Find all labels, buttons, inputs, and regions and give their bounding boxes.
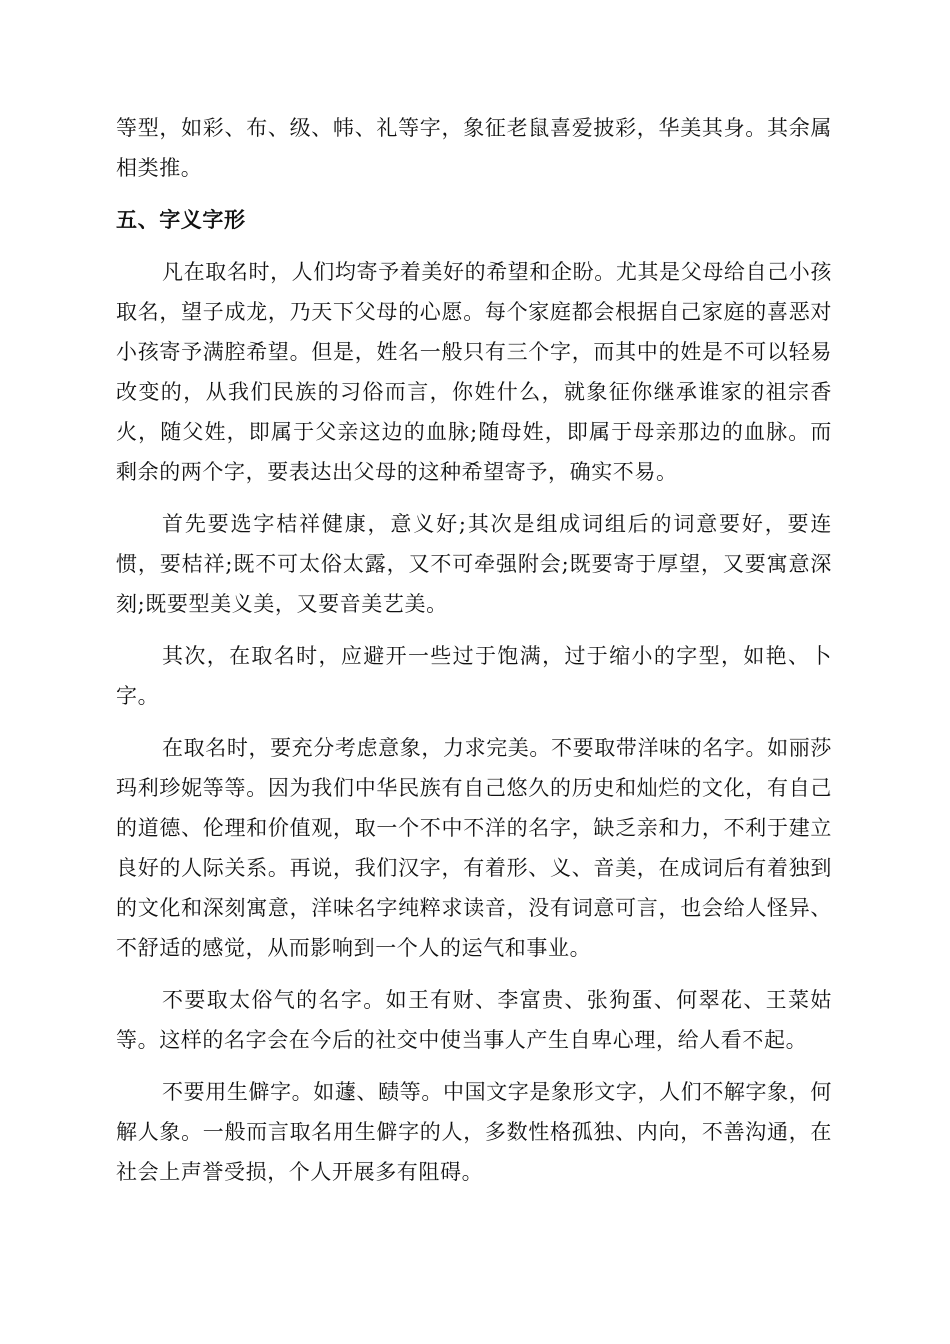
body-paragraph: 首先要选字桔祥健康，意义好;其次是组成词组后的词意要好，要连惯，要桔祥;既不可太俗太露，又不可牵强附会;既要寄于厚望，又要寓意深刻;既要型美义美，又要音美艺美。 [116,512,832,616]
body-paragraph: 不要用生僻字。如蘧、赜等。中国文字是象形文字，人们不解字象，何解人象。一般而言取名用生僻字的人，多数性格孤独、内向，不善沟通，在社会上声誉受损，个人开展多有阻碍。 [116,1080,832,1184]
body-paragraph: 不要取太俗气的名字。如王有财、李富贵、张狗蛋、何翠花、王菜姑等。这样的名字会在今后的社交中使当事人产生自卑心理，给人看不起。 [116,988,832,1052]
continuation-paragraph: 等型，如彩、布、级、帏、礼等字，象征老鼠喜爱披彩，华美其身。其余属相类推。 [116,116,832,180]
document-page [116,108,832,1204]
section-heading: 五、字义字形 [116,208,246,232]
body-paragraph: 其次，在取名时，应避开一些过于饱满，过于缩小的字型，如艳、卜字。 [116,644,832,708]
body-paragraph: 凡在取名时，人们均寄予着美好的希望和企盼。尤其是父母给自己小孩取名，望子成龙，乃天下父母的心愿。每个家庭都会根据自己家庭的喜恶对小孩寄予满腔希望。但是，姓名一般只有三个字，而其中的姓是不可以轻易改变的，从我们民族的习俗而言，你姓什么，就象征你继承谁家的祖宗香火，随父姓，即属于父亲这边的血脉;随母姓，即属于母亲那边的血脉。而剩余的两个字，要表达出父母的这种希望寄予，确实不易。 [116,260,832,484]
body-paragraph: 在取名时，要充分考虑意象，力求完美。不要取带洋味的名字。如丽莎玛利珍妮等等。因为我们中华民族有自己悠久的历史和灿烂的文化，有自己的道德、伦理和价值观，取一个不中不洋的名字，缺乏亲和力，不利于建立良好的人际关系。再说，我们汉字，有着形、义、音美，在成词后有着独到的文化和深刻寓意，洋味名字纯粹求读音，没有词意可言，也会给人怪异、不舒适的感觉，从而影响到一个人的运气和事业。 [116,736,832,960]
